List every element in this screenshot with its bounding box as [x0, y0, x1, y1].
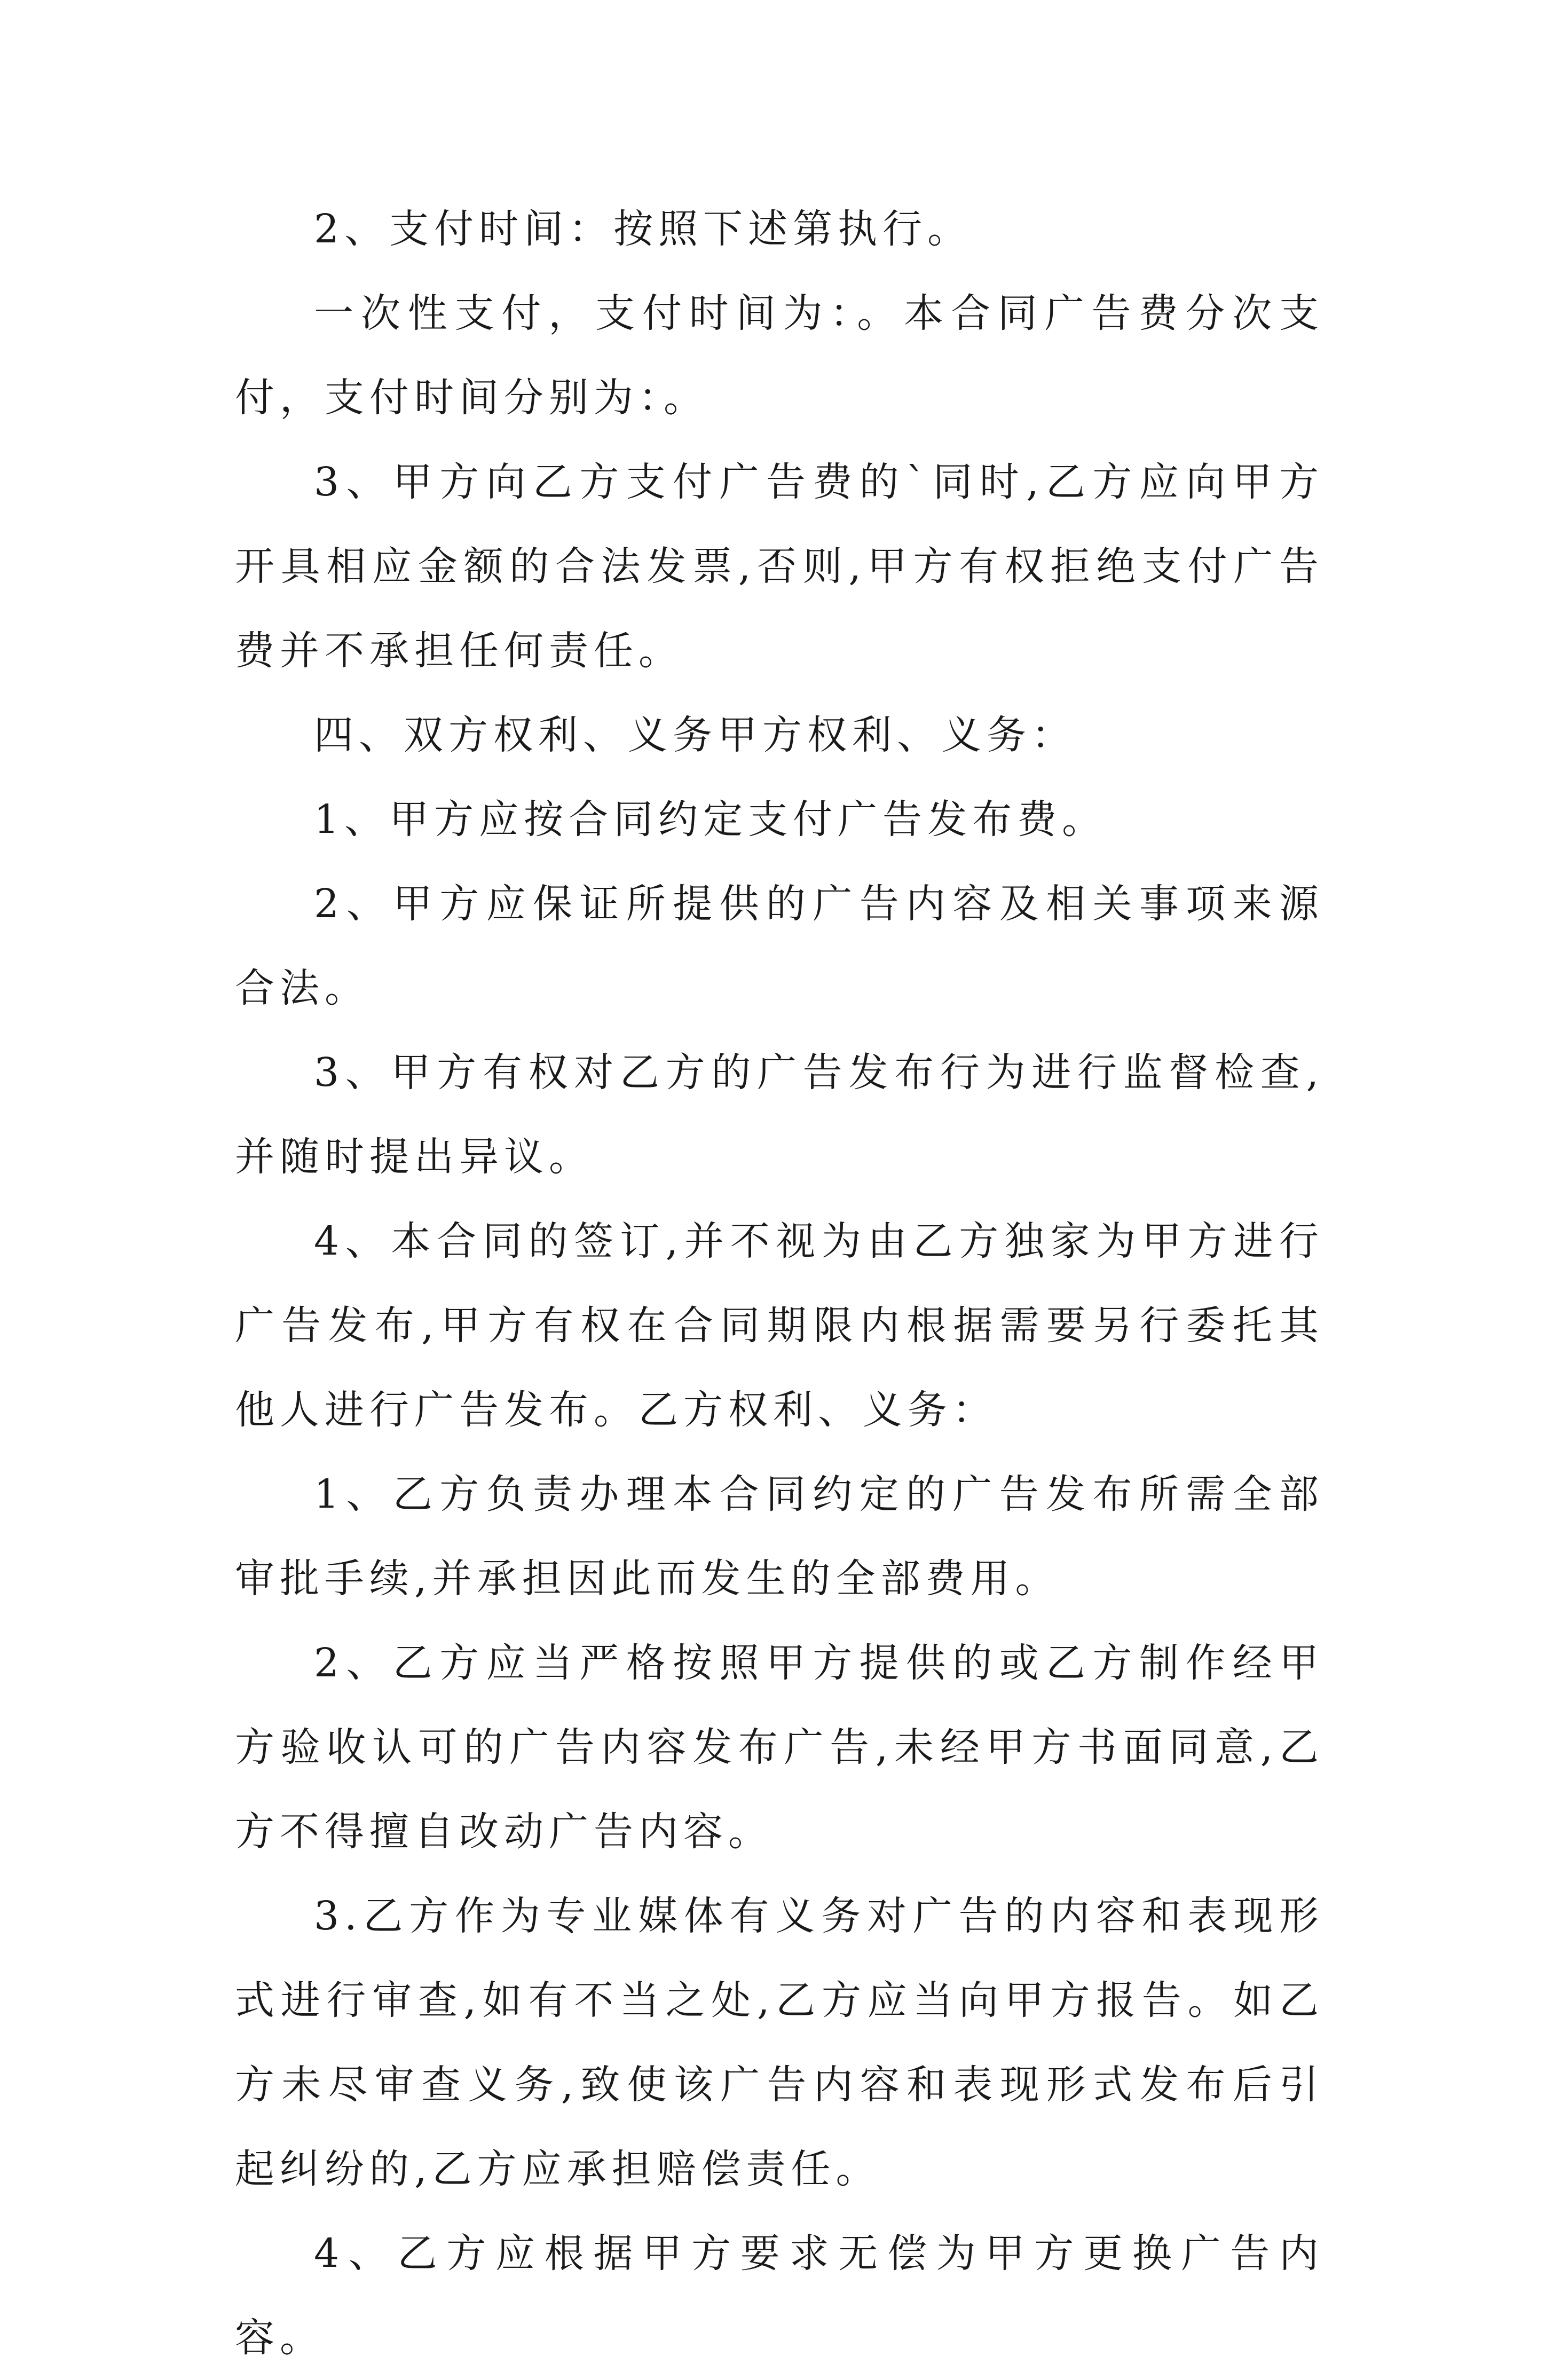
paragraph-party-b-3: 3.乙方作为专业媒体有义务对广告的内容和表现形式进行审查,如有不当之处,乙方应当向甲方报告。如乙方未尽审查义务,致使该广告内容和表现形式发布后引起纠纷的,乙方应承担赔偿责任。 [235, 1893, 1324, 2192]
paragraph-party-b-2: 2、乙方应当严格按照甲方提供的或乙方制作经甲方验收认可的广告内容发布广告,未经甲方书面同意,乙方不得擅自改动广告内容。 [235, 1640, 1324, 1855]
section-heading-rights: 四、双方权利、义务甲方权利、义务： [314, 712, 1076, 758]
document-page [235, 187, 1324, 2380]
paragraph-party-a-4: 4、本合同的签订,并不视为由乙方独家为甲方进行广告发布,甲方有权在合同期限内根据需要另行委托其他人进行广告发布。乙方权利、义务： [235, 1218, 1324, 1433]
paragraph-payment-time: 2、支付时间：按照下述第执行。 [314, 206, 973, 252]
paragraph-payment-method: 一次性支付，支付时间为：。本合同广告费分次支付，支付时间分别为：。 [235, 290, 1324, 421]
paragraph-invoice: 3、甲方向乙方支付广告费的`同时,乙方应向甲方开具相应金额的合法发票,否则,甲方有权拒绝支付广告费并不承担任何责任。 [235, 459, 1324, 674]
paragraph-party-b-4: 4、乙方应根据甲方要求无偿为甲方更换广告内容。 [235, 2231, 1324, 2361]
paragraph-party-b-1: 1、乙方负责办理本合同约定的广告发布所需全部审批手续,并承担因此而发生的全部费用。 [235, 1471, 1324, 1602]
paragraph-party-a-2: 2、甲方应保证所提供的广告内容及相关事项来源合法。 [235, 881, 1324, 1011]
paragraph-party-a-1: 1、甲方应按合同约定支付广告发布费。 [314, 797, 1107, 842]
paragraph-party-a-3: 3、甲方有权对乙方的广告发布行为进行监督检查,并随时提出异议。 [235, 1050, 1324, 1180]
